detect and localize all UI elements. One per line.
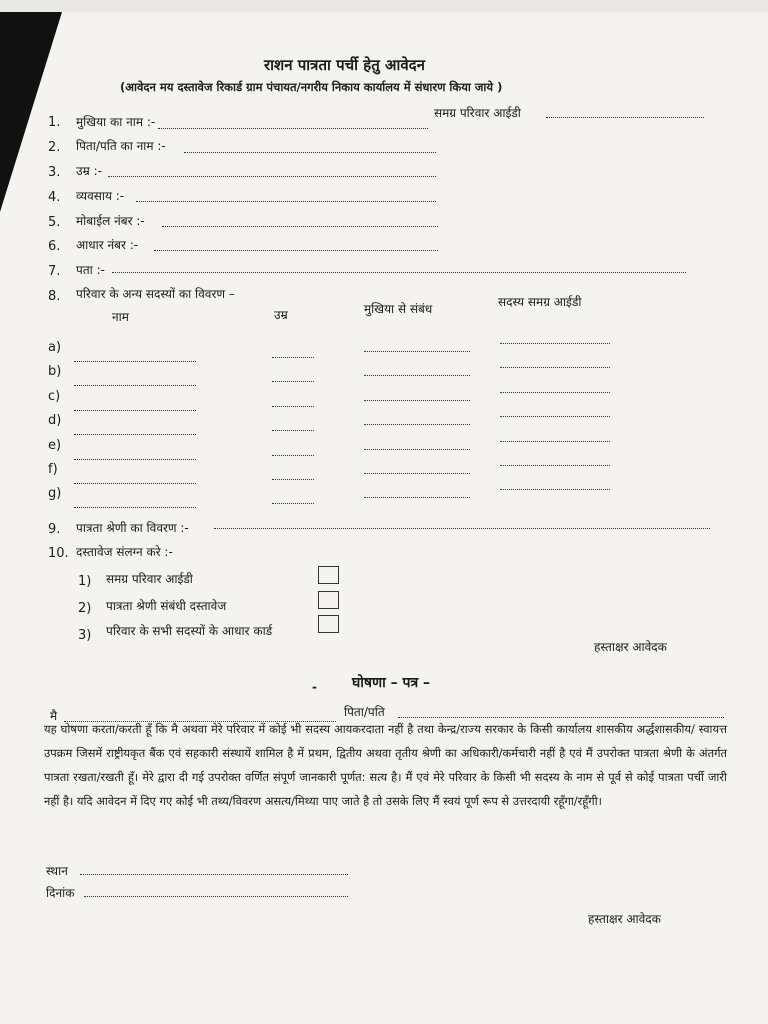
member-relation-field[interactable] xyxy=(364,400,470,401)
form-title: राशन पात्रता पर्ची हेतु आवेदन xyxy=(264,56,425,74)
declaration-dash: - xyxy=(312,680,317,694)
member-relation-field[interactable] xyxy=(364,375,470,376)
applicant-signature-label: हस्ताक्षर आवेदक xyxy=(594,640,667,654)
members-heading: परिवार के अन्य सदस्यों का विवरण – xyxy=(76,287,235,301)
member-relation-field[interactable] xyxy=(364,449,470,450)
field-2-number: 2. xyxy=(48,140,61,155)
field-5-label: मोबाईल नंबर :- xyxy=(76,214,145,228)
field-6-number: 6. xyxy=(48,239,61,254)
scan-shadow-corner xyxy=(0,12,62,212)
field-1-number: 1. xyxy=(48,115,61,130)
samagra-id-field[interactable] xyxy=(546,117,704,118)
member-name-field[interactable] xyxy=(74,410,196,411)
form-subtitle: (आवेदन मय दस्तावेज रिकार्ड ग्राम पंचायत/नगरीय निकाय कार्यालय में संधारण किया जाये ) xyxy=(120,80,503,94)
member-samagra-field[interactable] xyxy=(500,416,610,417)
address-field[interactable] xyxy=(112,272,686,273)
field-4-number: 4. xyxy=(48,190,61,205)
member-age-field[interactable] xyxy=(272,455,314,456)
member-name-field[interactable] xyxy=(74,483,196,484)
member-samagra-field[interactable] xyxy=(500,441,610,442)
field-4-label: व्यवसाय :- xyxy=(76,189,125,203)
members-col-samagra: सदस्य समग्र आईडी xyxy=(498,295,582,309)
doc-1-number: 1) xyxy=(78,574,92,589)
member-name-field[interactable] xyxy=(74,507,196,508)
declaration-title: घोषणा – पत्र – xyxy=(352,675,431,691)
field-5-number: 5. xyxy=(48,215,61,230)
declarant-father-label: पिता/पति xyxy=(344,705,385,719)
form-paper xyxy=(0,12,768,1024)
mobile-field[interactable] xyxy=(162,226,438,227)
declaration-signature-label: हस्ताक्षर आवेदक xyxy=(588,912,661,926)
aadhaar-field[interactable] xyxy=(154,250,438,251)
doc-1-label: समग्र परिवार आईडी xyxy=(106,572,193,586)
field-7-label: पता :- xyxy=(76,263,105,277)
date-field[interactable] xyxy=(84,896,348,897)
member-samagra-field[interactable] xyxy=(500,465,610,466)
doc-2-checkbox[interactable] xyxy=(318,591,339,609)
doc-3-number: 3) xyxy=(78,628,92,643)
member-age-field[interactable] xyxy=(272,406,314,407)
eligibility-label: पात्रता श्रेणी का विवरण :- xyxy=(76,521,189,535)
doc-2-label: पात्रता श्रेणी संबंधी दस्तावेज xyxy=(106,599,227,613)
member-samagra-field[interactable] xyxy=(500,343,610,344)
member-relation-field[interactable] xyxy=(364,497,470,498)
member-row-label: c) xyxy=(48,389,61,404)
members-col-relation: मुखिया से संबंध xyxy=(364,302,433,316)
member-samagra-field[interactable] xyxy=(500,392,610,393)
field-9-number: 9. xyxy=(48,522,61,537)
eligibility-field[interactable] xyxy=(214,528,710,529)
member-name-field[interactable] xyxy=(74,459,196,460)
member-relation-field[interactable] xyxy=(364,424,470,425)
field-2-label: पिता/पति का नाम :- xyxy=(76,139,166,153)
member-row-label: a) xyxy=(48,340,62,355)
members-col-name: नाम xyxy=(112,310,129,324)
member-name-field[interactable] xyxy=(74,385,196,386)
field-8-number: 8. xyxy=(48,289,61,304)
place-label: स्थान xyxy=(46,864,68,878)
member-age-field[interactable] xyxy=(272,381,314,382)
samagra-id-label: समग्र परिवार आईडी xyxy=(434,106,521,120)
date-label: दिनांक xyxy=(46,886,75,900)
member-row-label: e) xyxy=(48,438,62,453)
documents-label: दस्तावेज संलग्न करे :- xyxy=(76,545,173,559)
member-age-field[interactable] xyxy=(272,357,314,358)
occupation-field[interactable] xyxy=(136,201,436,202)
father-name-field[interactable] xyxy=(184,152,436,153)
doc-3-label: परिवार के सभी सदस्यों के आधार कार्ड xyxy=(106,624,273,638)
member-row-label: g) xyxy=(48,486,62,501)
field-3-label: उम्र :- xyxy=(76,164,102,178)
member-age-field[interactable] xyxy=(272,430,314,431)
doc-1-checkbox[interactable] xyxy=(318,566,339,584)
declarant-label: मै xyxy=(50,709,58,723)
field-1-label: मुखिया का नाम :- xyxy=(76,115,156,129)
member-age-field[interactable] xyxy=(272,479,314,480)
field-6-label: आधार नंबर :- xyxy=(76,238,139,252)
member-row-label: f) xyxy=(48,462,58,477)
doc-2-number: 2) xyxy=(78,601,92,616)
field-10-number: 10. xyxy=(48,546,69,561)
place-field[interactable] xyxy=(80,874,348,875)
head-name-field[interactable] xyxy=(158,128,428,129)
member-row-label: b) xyxy=(48,364,62,379)
declaration-paragraph: यह घोषणा करता/करती हूँ कि मै अथवा मेरे परिवार में कोई भी सदस्य आयकरदाता नहीं है तथा केन्द्र/राज्य सरकार के किसी कार्यालय शासकीय अर्द्धशासकीय/ स्वायत्त उपक्रम जिसमें राष्ट्रीयकृत बैंक एवं सहकारी संस्थायें शामिल है में प्रथम, द्वितीय अथवा तृतीय श्रेणी का अधिकारी/कर्मचारी नहीं है एवं मैं उपरोक्त पात्रता श्रेणी के अंतर्गत पात्रता रखता/रखती हूँ। मेरे द्वारा दी गई उपरोक्त वर्णित संपूर्ण जानकारी पूर्णत: सत्य है। मैं एवं मेरे परिवार के किसी भी सदस्य के नाम से पूर्व से कोई पात्रता पर्ची जारी नहीं है। यदि आवेदन में दिए गए कोई भी तथ्य/विवरण असत्य/मिथ्या पाए जाते है तो उसके लिए मैं स्वयं पूर्ण रूप से उत्तरदायी रहूँगा/रहूँगी। xyxy=(44,722,727,808)
field-7-number: 7. xyxy=(48,264,61,279)
members-col-age: उम्र xyxy=(274,308,288,322)
member-relation-field[interactable] xyxy=(364,351,470,352)
field-3-number: 3. xyxy=(48,165,61,180)
member-samagra-field[interactable] xyxy=(500,367,610,368)
member-row-label: d) xyxy=(48,413,62,428)
member-name-field[interactable] xyxy=(74,434,196,435)
member-age-field[interactable] xyxy=(272,503,314,504)
member-samagra-field[interactable] xyxy=(500,489,610,490)
member-name-field[interactable] xyxy=(74,361,196,362)
age-field[interactable] xyxy=(108,176,436,177)
doc-3-checkbox[interactable] xyxy=(318,615,339,633)
member-relation-field[interactable] xyxy=(364,473,470,474)
